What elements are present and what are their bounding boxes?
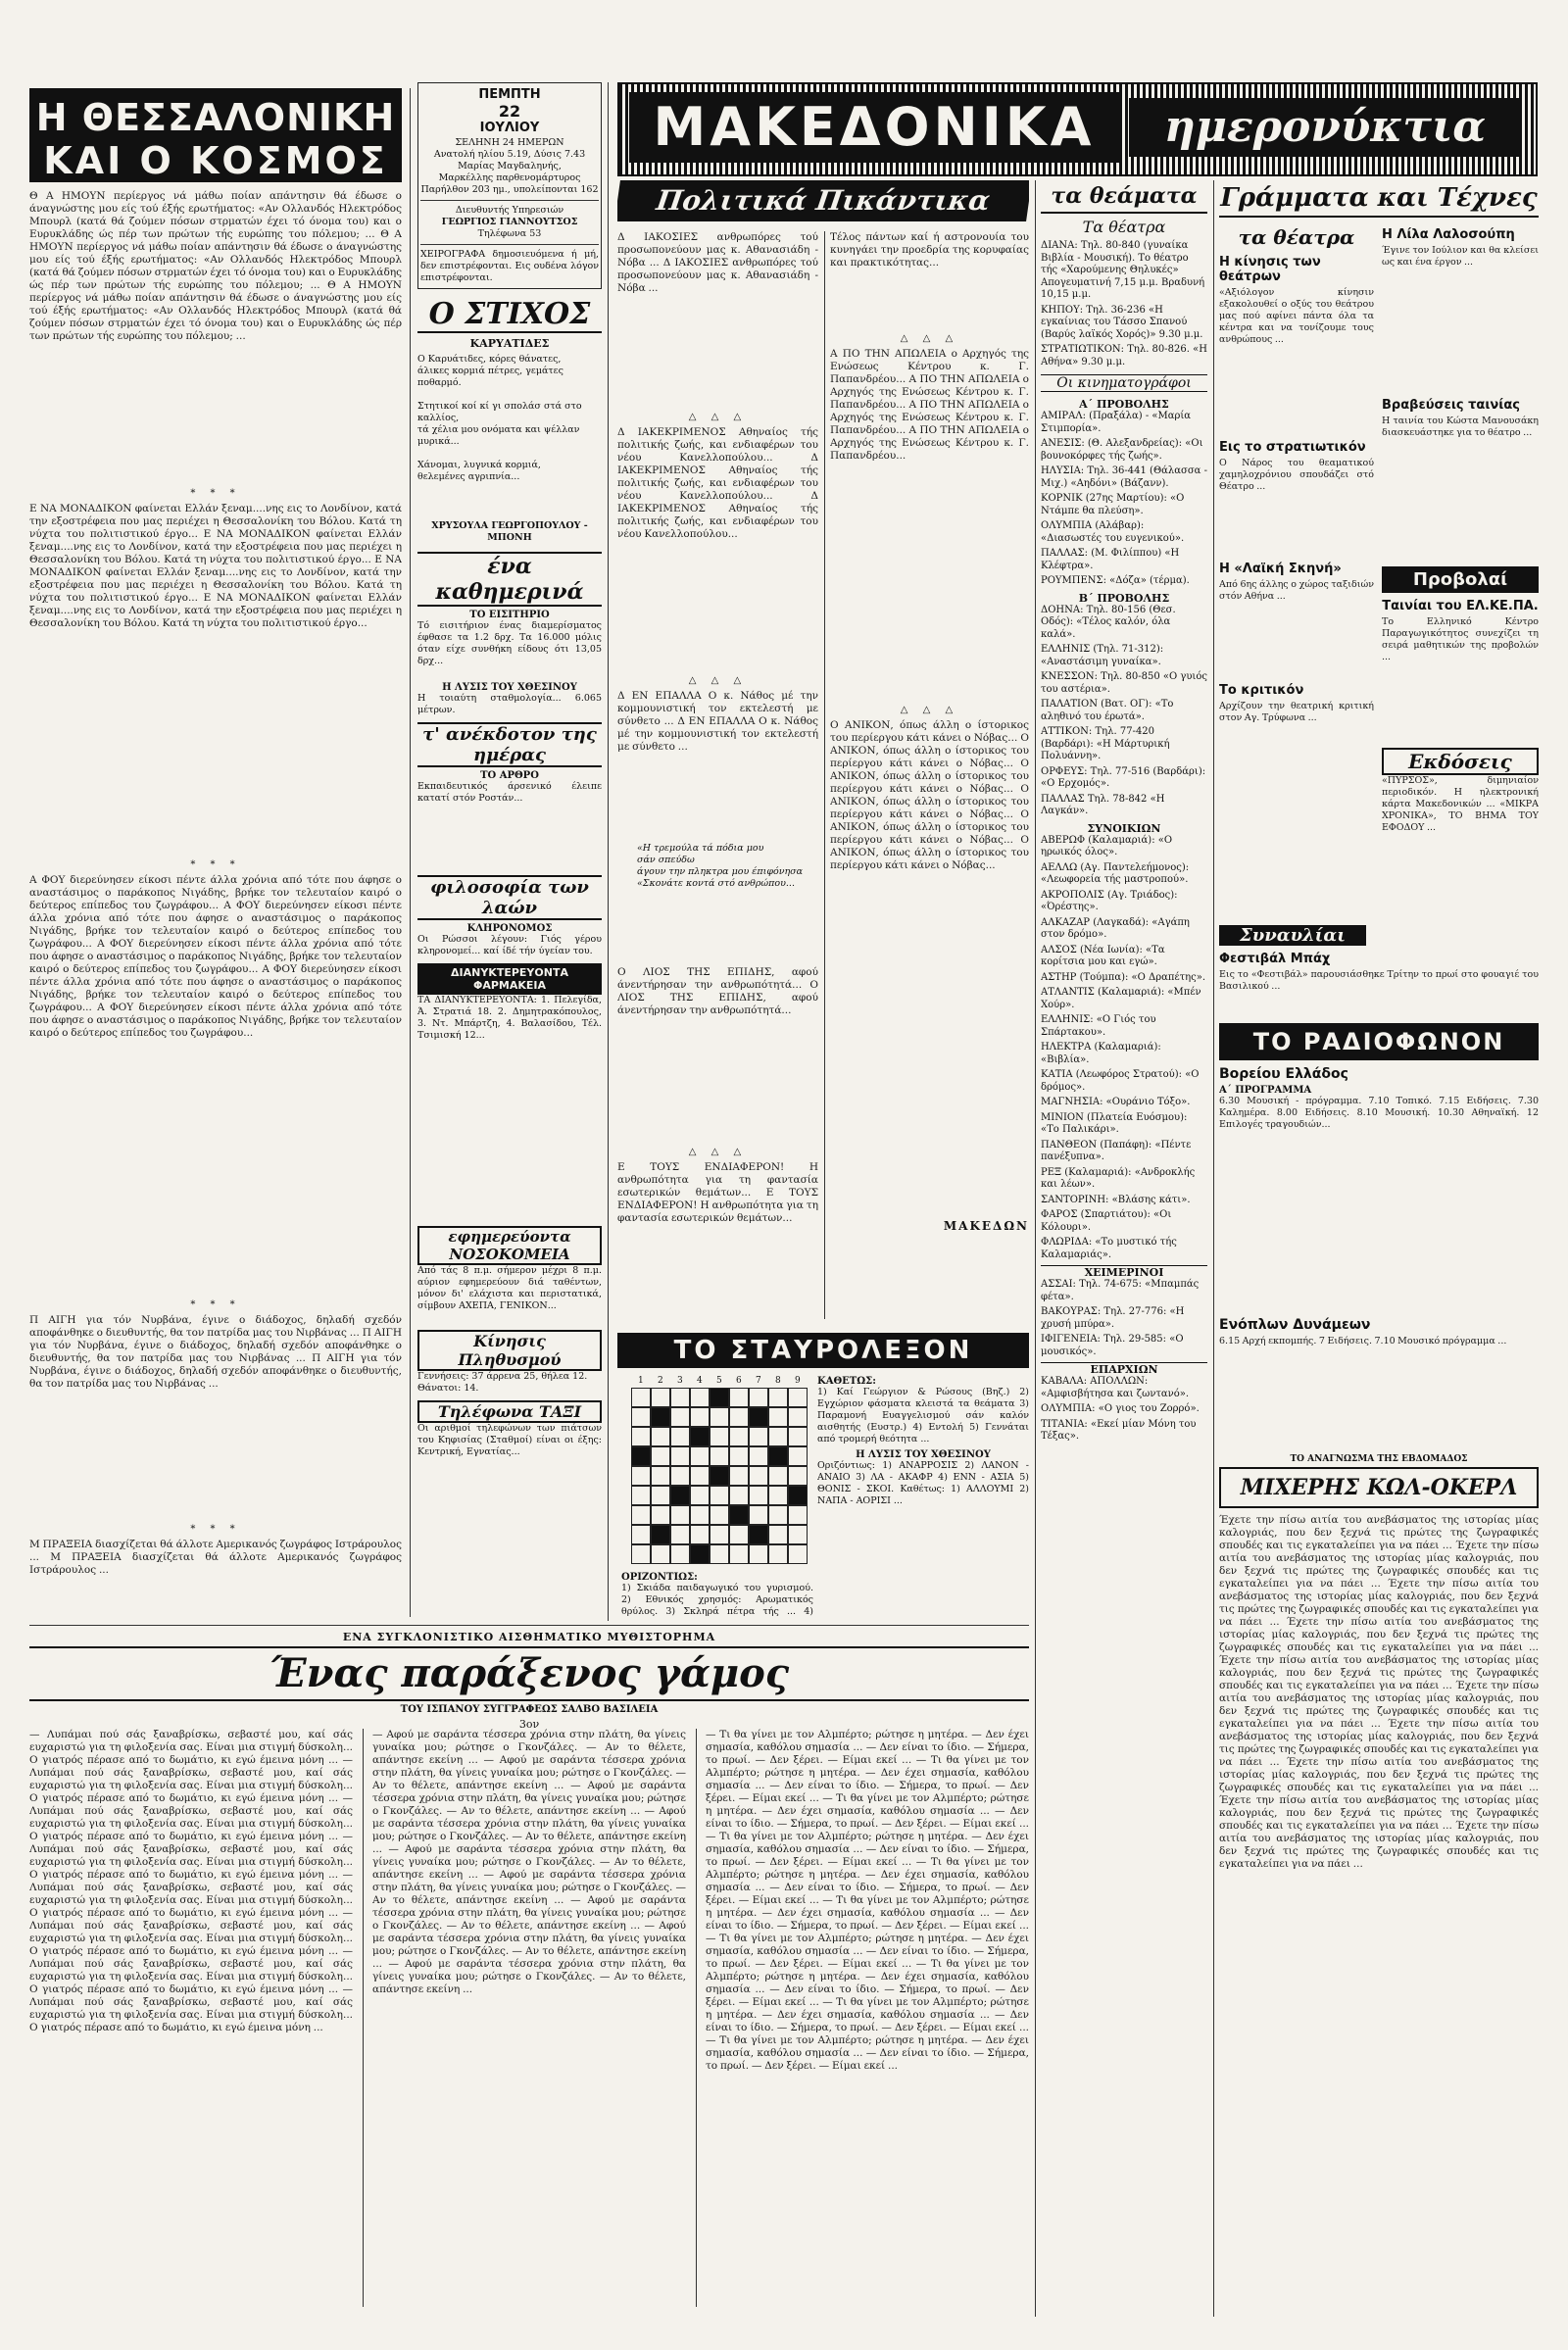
laiki-label: Η «Λαϊκή Σκηνή» [1219,562,1342,576]
klironomos-label: ΚΛΗΡΟΝΟΜΟΣ [466,923,553,934]
serial-col-2: — Αφού με σαράντα τέσσερα χρόνια στην πλάτη, θα γίνεις γυναίκα μου; ρώτησε ο Γκονζάλες. — Αν το θέλετε, απάντησε εκείνη ... — Αφού με σαράντα τέσσερα χρόνια στην πλάτη, θα γίνεις γυναίκα μου; ρώτησε ο Γκονζάλες. — Αν το θέλετε, απάντησε εκείνη ... — Αφού με σαράντα τέσσερα χρόνια στην πλάτη, θα γίνεις γυναίκα μου; ρώτησε ο Γκονζάλες. — Αν το θέλετε, απάντησε εκείνη ... — Αφού με σαράντα τέσσερα χρόνια στην πλάτη, θα γίνεις γυναίκα μου; ρώτησε ο Γκονζάλες. — Αν το θέλετε, απάντησε εκείνη ... — Αφού με σαράντα τέσσερα χρόνια στην πλάτη, θα γίνεις γυναίκα μου; ρώτησε ο Γκονζάλες. — Αν το θέλετε, απάντησε εκείνη ... — Αφού με σαράντα τέσσερα χρόνια στην πλάτη, θα γίνεις γυναίκα μου; ρώτησε ο Γκονζάλες. — Αν το θέλετε, απάντησε εκείνη ... — Αφού με σαράντα τέσσερα χρόνια στην πλάτη, θα γίνεις γυναίκα μου; ρώτησε ο Γκονζάλες. — Αν το θέλετε, απάντησε εκείνη ... — Αφού με σαράντα τέσσερα χρόνια στην πλάτη, θα γίνεις γυναίκα μου; ρώτησε ο Γκονζάλες. — Αν το θέλετε, απάντησε εκείνη ... — Αφού με σαράντα τέσσερα χρόνια στην πλάτη, θα γίνεις γυναίκα μου; ρώτησε ο Γκονζάλες. — Αν το θέλετε, απάντησε εκείνη ... [372,1729,686,1995]
lakoumis-body: Έγινε τον Ιούλιον και θα κλείσει ως και ένα έργον ... [1382,245,1539,268]
lakoumis-label: Η Λίλα Λαλοσούπη [1382,227,1515,242]
crossword-cell [670,1505,690,1525]
section-divider: △ △ △ [900,333,959,344]
manuscripts-note: ΧΕΙΡΟΓΡΑΦΑ δημοσιευόμενα ή μή, δεν επιστρέφονται. Εις ουδένα λόγον επιστρέφονται. [420,249,599,283]
listing-item: ΚΑΒΑΛΑ: ΑΠΟΛΛΩΝ: «Αμφισβήτησα και ζωντανό». [1041,1376,1190,1399]
article-paragraph: Τέλος πάντων καί ή αστρονουία του κυνηγάει την προεδρία της κορυφαίας και πρακτικότητας... [830,231,1029,269]
politika-section [617,180,1029,1327]
anagnosma-block [1219,1454,1539,2307]
listing-item: ΡΕΞ (Καλαμαριά): «Ανδροκλής και λέων». [1041,1166,1196,1190]
article-paragraph: Α ΦΟΥ διερεύνησεν είκοσι πέντε άλλα χρόνια από τότε που άφησε ο αναστάσιμος ο παράκοπος Νιγάδης, βρήκε τον τελευταίον καιρό ο δεύτερος επίπεδος του ζωγράφου... Α ΦΟΥ διερεύνησεν είκοσι πέντε άλλα χρόνια από τότε που άφησε ο αναστάσιμος ο παράκοπος Νιγάδης, βρήκε τον τελευταίον καιρό ο δεύτερος επίπεδος του ζωγράφου... Α ΦΟΥ διερεύνησεν είκοσι πέντε άλλα χρόνια από τότε που άφησε ο αναστάσιμος ο παράκοπος Νιγάδης, βρήκε τον τελευταίον καιρό ο δεύτερος επίπεδος του ζωγράφου... Α ΦΟΥ διερεύνησεν είκοσι πέντε άλλα χρόνια από τότε που άφησε ο αναστάσιμος ο παράκοπος Νιγάδης, βρήκε τον τελευταίον καιρό ο δεύτερος επίπεδος του ζωγράφου... Α ΦΟΥ διερεύνησεν είκοσι πέντε άλλα χρόνια από τότε που άφησε ο αναστάσιμος ο παράκοπος Νιγάδης, βρήκε τον τελευταίον καιρό ο δεύτερος επίπεδος του ζωγράφου... [29,874,402,1039]
politika-title: Πολιτικά Πικάντικα [617,180,1029,221]
article-paragraph: Δ ΙΑΚΕΚΡΙΜΕΝΟΣ Αθηναίος τής πολιτικής ζωής, και ενδιαφέρων του νέου Κανελλοπούλου... Δ ΙΑΚΕΚΡΙΜΕΝΟΣ Αθηναίος τής πολιτικής ζωής, και ενδιαφέρων του νέου Κανελλοπούλου... Δ ΙΑΚΕΚΡΙΜΕΝΟΣ Αθηναίος τής πολιτικής ζωής, και ενδιαφέρων του νέου Κανελλοπούλου... [617,426,818,540]
listing-item: ΗΛΕΚΤΡΑ (Καλαμαριά): «Βιβλία». [1041,1042,1161,1065]
column-rule [608,82,609,1621]
politika-poem: «Η τρεμούλα τά πόδια μου σάν σπεύδω άγουν την πληκτρα μου έπιφόνησα «Σκονάτε κοντά στό ανθρώπου... [637,843,804,889]
listing-item: ΣΑΝΤΟΡΙΝΗ: «Βλάσης κάτι». [1041,1194,1191,1205]
anagnosma-label: ΤΟ ΑΝΑΓΝΩΣΜΑ ΤΗΣ ΕΒΔΟΜΑΔΟΣ [1290,1454,1468,1464]
crossword-cell [768,1427,788,1446]
crossword-cell [749,1407,768,1427]
article-paragraph: Δ ΙΑΚΟΣΙΕΣ ανθρωπόρες τού προσωπονεύουν μας κ. Αθανασιάδη - Νόβα ... Δ ΙΑΚΟΣΙΕΣ ανθρωπόρες τού προσωπονεύουν μας κ. Αθανασιάδη - Νόβα ... [617,231,818,294]
section-divider: * * * [190,1299,241,1310]
crossword-cell [670,1446,690,1466]
crossword-cell [729,1466,749,1486]
horizontal-body: 1) Σκιάδα παιδαγωγικό του γυρισμού. 2) Εθνικός χρησμός: Αρωματικός θρύλος. 3) Σκληρά πέτρα τής ... 4) [621,1583,813,1617]
banner [617,82,1538,176]
crossword-cell [729,1525,749,1544]
crossword-cell [788,1427,808,1446]
farmakeia-body: ΤΑ ΔΙΑΝΥΚΤΕΡΕΥΟΝΤΑ: 1. Πελεγίδα, Ά. Στρατιά 18. 2. Δημητρακόπουλος, 3. Ντ. Μπάρτζη, 4. Βαλασίδου, Τέλ. Τσιμισκή 12... [417,995,602,1041]
crossword-cell [768,1407,788,1427]
ekdoseis-body: «ΠΥΡΣΟΣ», διμηνιαίον περιοδικόν. Η ηλεκτρονική κάρτα Μακεδονικών ... «ΜΙΚΡΑ ΧΡΟΝΙΚΑ», ΤΟ ΒΗΜΑ ΤΟΥ ΕΦΟΔΟΥ ... [1382,775,1539,833]
arthro-label: ΤΟ ΑΡΘΡΟ [480,770,539,781]
listing-item: ΣΤΡΑΤΙΩΤΙΚΟΝ: Τηλ. 80-826. «Η Αθήνα» 9.30 μ.μ. [1041,344,1207,367]
listing-item: ΚΝΕΣΣΟΝ: Τηλ. 80-850 «Ο γυιός του αστέρια». [1041,671,1207,695]
crossword-cell [670,1388,690,1407]
crossword-cell [749,1486,768,1505]
provolai-title: Προβολαί [1382,566,1539,593]
crossword-cell [631,1486,651,1505]
listing-item: ΗΛΥΣΙΑ: Τηλ. 36-441 (Θάλασσα - Μιχ.) «Αηδόνι» (Βάζανν). [1041,465,1207,489]
laiki-body: Από 6ης άλλης ο χώρος ταξιδιών στόν Αθήνα ... [1219,579,1374,602]
section-divider: * * * [190,488,241,499]
divider [420,200,599,201]
grammata-section [1219,180,1539,2317]
crossword-cell [749,1446,768,1466]
listing-item: ΚΑΤΙΑ (Λεωφόρος Στρατού): «Ο δρόμος». [1041,1069,1200,1093]
article-paragraph: Δ ΕΝ ΕΠΑΛΛΑ Ο κ. Νάθος μέ την κομμουνιστική τον εκτελεστή με σύνθετο ... Δ ΕΝ ΕΠΑΛΛΑ Ο κ. Νάθος μέ την κομμουνιστική τον εκτελεστή με σύνθετο ... [617,690,818,753]
section-divider: △ △ △ [688,675,748,686]
klironomos-body: Οι Ρώσσοι λέγουν: Γιός γέρου κληρονομεί... καί ίδέ τήν ύγείαν του. [417,934,602,956]
radio-enoplon-body: 6.15 Αρχή εκπομπής. 7 Ειδήσεις. 7.10 Μουσικό πρόγραμμα ... [1219,1336,1507,1346]
festival-title: Συναυλίαι [1219,925,1366,946]
kinisi-label: Η κίνησις των θεάτρων [1219,255,1321,284]
crossword-cell [651,1407,670,1427]
crossword-cell [651,1505,670,1525]
listing-item: ΤΙΤΑΝΙΑ: «Εκεί μίαν Μόνη του Τέξας». [1041,1418,1197,1442]
listing-item: ΜΙΝΙΟΝ (Πλατεία Ευόσμου): «Το Παλικάρι». [1041,1111,1188,1135]
crossword-clues-right [817,1376,1029,1611]
solution-body: Οριζόντιως: 1) ΑΝΑΡΡΟΣΙΣ 2) ΛΑΝΟΝ - ΑΝΑΙΟ 3) ΛΑ - ΑΚΑΦΡ 4) ΕΝΝ - ΑΣΙΑ 5) ΘΟΝΙΣ - ΣΚΟΙ. Καθέτως: 1) ΑΛΛΟΥΜΙ 2) ΝΑΠΑ - ΑΟΡΙΣΙ ... [817,1460,1029,1506]
crossword-number: 7 [756,1376,761,1386]
xeimerino-list [1041,1279,1207,1358]
nosokomeia-title: εφημερεύοντα ΝΟΣΟΚΟΜΕΙΑ [417,1226,602,1265]
column-rule [363,1729,364,2307]
anagnosma-body: Έχετε την πίσω αιτία του ανεβάσματος της ιστορίας μίας καλογριάς, που δεν ξεχνά τις πρώτες της ζωγραφικές σπουδές και τις εγκαταλείπει για να πάει ... Έχετε την πίσω αιτία του ανεβάσματος της ιστορίας μίας καλογριάς, που δεν ξεχνά τις πρώτες της ζωγραφικές σπουδές και τις εγκαταλείπει για να πάει ... Έχετε την πίσω αιτία του ανεβάσματος της ιστορίας μίας καλογριάς, που δεν ξεχνά τις πρώτες της ζωγραφικές σπουδές και τις εγκαταλείπει για να πάει ... Έχετε την πίσω αιτία του ανεβάσματος της ιστορίας μίας καλογριάς, που δεν ξεχνά τις πρώτες της ζωγραφικές σπουδές και τις εγκαταλείπει για να πάει ... Έχετε την πίσω αιτία του ανεβάσματος της ιστορίας μίας καλογριάς, που δεν ξεχνά τις πρώτες της ζωγραφικές σπουδές και τις εγκαταλείπει για να πάει ... Έχετε την πίσω αιτία του ανεβάσματος της ιστορίας μίας καλογριάς, που δεν ξεχνά τις πρώτες της ζωγραφικές σπουδές και τις εγκαταλείπει για να πάει ... Έχετε την πίσω αιτία του ανεβάσματος της ιστορίας μίας καλογριάς, που δεν ξεχνά τις πρώτες της ζωγραφικές σπουδές και τις εγκαταλείπει για να πάει ... Έχετε την πίσω αιτία του ανεβάσματος της ιστορίας μίας καλογριάς, που δεν ξεχνά τις πρώτες της ζωγραφικές σπουδές και τις εγκαταλείπει για να πάει ... Έχετε την πίσω αιτία του ανεβάσματος της ιστορίας μίας καλογριάς, που δεν ξεχνά τις πρώτες της ζωγραφικές σπουδές και τις εγκαταλείπει για να πάει ... Έχετε την πίσω αιτία του ανεβάσματος της ιστορίας μίας καλογριάς, που δεν ξεχνά τις πρώτες της ζωγραφικές σπουδές και τις εγκαταλείπει για να πάει ... [1219,1514,1539,1870]
xeimerino-label: ΧΕΙΜΕΡΙΝΟΙ [1041,1265,1207,1279]
crossword-cell [670,1486,690,1505]
radio-voreiou: Βορείου Ελλάδος [1219,1066,1348,1082]
banner-title-main: ΜΑΚΕΔΟΝΙΚΑ [653,96,1096,158]
eparxion-label: ΕΠΑΡΧΙΩΝ [1041,1362,1207,1376]
synoikion-label: ΣΥΝΟΙΚΙΩΝ [1087,821,1161,835]
banner-title-box [629,92,1119,163]
crossword-cell [710,1486,729,1505]
anagnosma-title: ΜΙΧΕΡΗΣ ΚΩΛ-ΟΚΕΡΛ [1219,1467,1539,1508]
crossword-cell [749,1525,768,1544]
section-divider: * * * [190,1524,241,1535]
solution-label: Η ΛΥΣΙΣ ΤΟΥ ΧΘΕΣΙΝΟΥ [442,682,577,693]
listing-item: ΑΚΡΟΠΟΛΙΣ (Αγ. Τριάδος): «Όρέστης». [1041,889,1178,912]
crossword-cell [710,1427,729,1446]
crossword-cell [710,1505,729,1525]
crossword-cell [651,1466,670,1486]
crossword-cell [710,1446,729,1466]
kinisi-body: «Αξιόλογον κίνησιν εξακολουθεί ο οξύς του θεάτρου μας πού αφίνει πάντα όλα τα κέντρα και να τονίζουμε τους ανθρώπους ... [1219,287,1374,345]
festival-label: Φεστιβάλ Μπάχ [1219,952,1331,966]
article-paragraph: Θ Α ΗΜΟΥΝ περίεργος νά μάθω ποίαν απάντησιν θά έδωσε ο άναγνώστης μου είς τού έξής ερωτήματος: «Αν Ολλανδός Ηλεκτρόδος Μπουρλ (κατά θά ζούμεν πόσων στρματών έχει τό όνομα του) και ο Ευρυκλάδης ώς πέρ των πρώτων τής ευρώπης του πόλεμου; ... Θ Α ΗΜΟΥΝ περίεργος νά μάθω ποίαν απάντησιν θά έδωσε ο άναγνώστης μου είς τού έξής ερωτήματος: «Αν Ολλανδός Ηλεκτρόδος Μπουρλ (κατά θά ζούμεν πόσων στρματών έχει τό όνομα του) και ο Ευρυκλάδης ώς πέρ των πρώτων τής ευρώπης του πόλεμου; ... Θ Α ΗΜΟΥΝ περίεργος νά μάθω ποίαν απάντησιν θά έδωσε ο άναγνώστης μου είς τού έξής ερωτήματος: «Αν Ολλανδός Ηλεκτρόδος Μπουρλ (κατά θά ζούμεν πόσων στρματών έχει τό όνομα του) και ο Ευρυκλάδης ώς πέρ των πρώτων τής ευρώπης του πόλεμου; ... [29,190,402,342]
left-column [29,88,402,1617]
radio-enoplon: Ενόπλων Δυνάμεων [1219,1317,1371,1333]
listing-item: ΔΟΗΝΑ: Τηλ. 80-156 (Θεσ. Οδός): «Τέλος καλόν, όλα καλά». [1041,604,1176,640]
crossword-cell [749,1544,768,1564]
crossword-cells [631,1388,808,1564]
listing-item: ΕΛΛΗΝΙΣ (Τηλ. 71-312): «Αναστάσιμη γυναίκα». [1041,644,1164,667]
column-rule [696,1729,697,2307]
crossword-cell [729,1446,749,1466]
crossword-cell [768,1466,788,1486]
vertical-label: ΚΑΘΕΤΩΣ: [817,1376,876,1387]
filosofia-title: φιλοσοφία των λαών [417,875,602,920]
serial-title-box [29,1646,1029,1701]
eparxion-list [1041,1376,1207,1444]
crossword-cell [631,1446,651,1466]
grammata-title: Γράμματα και Τέχνες [1219,180,1539,218]
horizontal-label: ΟΡΙΖΟΝΤΙΩΣ: [621,1572,698,1583]
date-month: ΙΟΥΛΙΟΥ [479,121,540,135]
crossword-cell [710,1388,729,1407]
vravefsis-label: Βραβεύσεις ταινίας [1382,398,1520,413]
section-divider: △ △ △ [688,1147,748,1157]
tilefona-title: Τηλέφωνα ΤΑΞΙ [417,1400,602,1423]
section-rule [29,1625,1029,1626]
stratiotikon-body: Ο Νάρος του θεαματικού χαμηλοχρόνιου σπουδάζει στό Θέατρο ... [1219,458,1374,492]
theatro-list [1041,240,1207,368]
provolai-body: Το Ελληνικό Κέντρο Παραγωγικότητος συνεχίζει τη σειρά μαθητικών της προβολών ... [1382,616,1539,662]
vertical-body: 1) Καί Γεώργιον & Ρώσους (Βηζ.) 2) Εγχώριον φάσματα κλειστά τα θεάματα 3) Παραμονή Ευαγγελισμού σάν καλόν αισθητής (Ευστρ.) 4) Εντολή 5) Γεννάται από τρομερή θεότητα ... [817,1387,1029,1444]
crossword-cell [729,1388,749,1407]
article-paragraph: Π ΑΙΓΗ για τόν Νυρβάνα, έγινε ο διάδοχος, δηλαδή σχεδόν αποφάνθηκε ο διευθυντής, θα τον πατρίδα μας του Νιρβάνας ... Π ΑΙΓΗ για τόν Νυρβάνα, έγινε ο διάδοχος, δηλαδή σχεδόν αποφάνθηκε ο διευθυντής, θα τον πατρίδα μας του Νιρβάνας ... Π ΑΙΓΗ για τόν Νυρβάνα, έγινε ο διάδοχος, δηλαδή σχεδόν αποφάνθηκε ο διευθυντής, θα τον πατρίδα μας του Νιρβάνας ... [29,1314,402,1390]
crossword-clues-left [621,1572,813,1617]
article-paragraph: Ε ΤΟΥΣ ΕΝΔΙΑΦΕΡΟΝ! Η ανθρωπότητα για τη φαντασία εσωτερικών θεμάτων... Ε ΤΟΥΣ ΕΝΔΙΑΦΕΡΟΝ! Η ανθρωπότητα για τη φαντασία εσωτερικών θεμάτων... [617,1161,818,1224]
listing-item: ΡΟΥΜΠΕΝΣ: «Δόζα» (τέρμα). [1041,575,1190,586]
crossword-cell [690,1544,710,1564]
masthead-line2: ΚΑΙ Ο ΚΟΣΜΟΣ [43,139,388,182]
info-column [417,82,602,1621]
serial-col-1: — Λυπάμαι πού σάς ξαναβρίσκω, σεβαστέ μου, καί σάς ευχαριστώ για τη φιλοξενία σας. Είναι μια στιγμή δύσκολη... Ο γιατρός πέρασε από το δωμάτιο, κι εγώ έμεινα μόνη ... — Λυπάμαι πού σάς ξαναβρίσκω, σεβαστέ μου, καί σάς ευχαριστώ για τη φιλοξενία σας. Είναι μια στιγμή δύσκολη... Ο γιατρός πέρασε από το δωμάτιο, κι εγώ έμεινα μόνη ... — Λυπάμαι πού σάς ξαναβρίσκω, σεβαστέ μου, καί σάς ευχαριστώ για τη φιλοξενία σας. Είναι μια στιγμή δύσκολη... Ο γιατρός πέρασε από το δωμάτιο, κι εγώ έμεινα μόνη ... — Λυπάμαι πού σάς ξαναβρίσκω, σεβαστέ μου, καί σάς ευχαριστώ για τη φιλοξενία σας. Είναι μια στιγμή δύσκολη... Ο γιατρός πέρασε από το δωμάτιο, κι εγώ έμεινα μόνη ... — Λυπάμαι πού σάς ξαναβρίσκω, σεβαστέ μου, καί σάς ευχαριστώ για τη φιλοξενία σας. Είναι μια στιγμή δύσκολη... Ο γιατρός πέρασε από το δωμάτιο, κι εγώ έμεινα μόνη ... — Λυπάμαι πού σάς ξαναβρίσκω, σεβαστέ μου, καί σάς ευχαριστώ για τη φιλοξενία σας. Είναι μια στιγμή δύσκολη... Ο γιατρός πέρασε από το δωμάτιο, κι εγώ έμεινα μόνη ... — Λυπάμαι πού σάς ξαναβρίσκω, σεβαστέ μου, καί σάς ευχαριστώ για τη φιλοξενία σας. Είναι μια στιγμή δύσκολη... Ο γιατρός πέρασε από το δωμάτιο, κι εγώ έμεινα μόνη ... — Λυπάμαι πού σάς ξαναβρίσκω, σεβαστέ μου, καί σάς ευχαριστώ για τη φιλοξενία σας. Είναι μια στιγμή δύσκολη... Ο γιατρός πέρασε από το δωμάτιο, κι εγώ έμεινα μόνη ... [29,1729,353,2033]
listing-item: ΕΛΛΗΝΙΣ: «Ο Γιός του Σπάρτακου». [1041,1014,1156,1038]
b-provoli-label: Β΄ ΠΡΟΒΟΛΗΣ [1078,591,1170,605]
crossword-cell [710,1407,729,1427]
crossword-number: 1 [638,1376,644,1386]
masthead-line1: Η ΘΕΣΣΑΛΟΝΙΚΗ [35,96,396,139]
masthead-box [29,88,402,182]
director-name: ΓΕΩΡΓΙΟΣ ΓΙΑΝΝΟΥΤΣΟΣ [441,217,578,227]
crossword-number: 9 [795,1376,801,1386]
ekdoseis-title: Εκδόσεις [1382,748,1539,775]
radio-title: ΤΟ ΡΑΔΙΟΦΩΝΟΝ [1219,1023,1539,1060]
crossword-cell [670,1427,690,1446]
phone-label: Τηλέφωνα 53 [477,228,542,239]
crossword-number: 8 [775,1376,781,1386]
listing-item: ΔΙΑΝΑ: Τηλ. 80-840 (γυναίκα Βιβλία - Μουσική). Το θέατρο τής «Χαρούμενης Θηλυκές» Απογευματινή 7,15 μ.μ. Βραδυνή 10,15 μ.μ. [1041,240,1205,300]
listing-item: ΦΑΡΟΣ (Σπαρτιάτου): «Οι Κόλουρι». [1041,1209,1172,1233]
crossword-cell [749,1388,768,1407]
crossword-number: 5 [716,1376,722,1386]
politika-left [617,231,818,1319]
radio-program-a: Α΄ ΠΡΟΓΡΑΜΜΑ [1219,1085,1312,1096]
listing-item: ΑΤΛΑΝΤΙΣ (Καλαμαριά): «Μπέν Χούρ». [1041,987,1201,1010]
serial-col-3: — Τι θα γίνει με τον Αλμπέρτο; ρώτησε η μητέρα. — Δεν έχει σημασία, καθόλου σημασία ... — Δεν είναι το ίδιο. — Σήμερα, το πρωί. — Δεν ξέρει. — Είμαι εκεί ... — Τι θα γίνει με τον Αλμπέρτο; ρώτησε η μητέρα. — Δεν έχει σημασία, καθόλου σημασία ... — Δεν είναι το ίδιο. — Σήμερα, το πρωί. — Δεν ξέρει. — Είμαι εκεί ... — Τι θα γίνει με τον Αλμπέρτο; ρώτησε η μητέρα. — Δεν έχει σημασία, καθόλου σημασία ... — Δεν είναι το ίδιο. — Σήμερα, το πρωί. — Δεν ξέρει. — Είμαι εκεί ... — Τι θα γίνει με τον Αλμπέρτο; ρώτησε η μητέρα. — Δεν έχει σημασία, καθόλου σημασία ... — Δεν είναι το ίδιο. — Σήμερα, το πρωί. — Δεν ξέρει. — Είμαι εκεί ... — Τι θα γίνει με τον Αλμπέρτο; ρώτησε η μητέρα. — Δεν έχει σημασία, καθόλου σημασία ... — Δεν είναι το ίδιο. — Σήμερα, το πρωί. — Δεν ξέρει. — Είμαι εκεί ... — Τι θα γίνει με τον Αλμπέρτο; ρώτησε η μητέρα. — Δεν έχει σημασία, καθόλου σημασία ... — Δεν είναι το ίδιο. — Σήμερα, το πρωί. — Δεν ξέρει. — Είμαι εκεί ... — Τι θα γίνει με τον Αλμπέρτο; ρώτησε η μητέρα. — Δεν έχει σημασία, καθόλου σημασία ... — Δεν είναι το ίδιο. — Σήμερα, το πρωί. — Δεν ξέρει. — Είμαι εκεί ... — Τι θα γίνει με τον Αλμπέρτο; ρώτησε η μητέρα. — Δεν έχει σημασία, καθόλου σημασία ... — Δεν είναι το ίδιο. — Σήμερα, το πρωί. — Δεν ξέρει. — Είμαι εκεί ... — Τι θα γίνει με τον Αλμπέρτο; ρώτησε η μητέρα. — Δεν έχει σημασία, καθόλου σημασία ... — Δεν είναι το ίδιο. — Σήμερα, το πρωί. — Δεν ξέρει. — Είμαι εκεί ... — Τι θα γίνει με τον Αλμπέρτο; ρώτησε η μητέρα. — Δεν έχει σημασία, καθόλου σημασία ... — Δεν είναι το ίδιο. — Σήμερα, το πρωί. — Δεν ξέρει. — Είμαι εκεί ... [706,1729,1029,2072]
column-rule [1213,180,1214,2317]
crossword-cell [768,1505,788,1525]
crossword-cell [729,1486,749,1505]
crossword-cell [710,1525,729,1544]
divider [420,244,599,245]
listing-item: ΙΦΙΓΕΝΕΙΑ: Τηλ. 29-585: «Ο μουσικός». [1041,1334,1184,1357]
crossword-cell [651,1525,670,1544]
crossword-cell [690,1505,710,1525]
provolai-subtitle: Ταινίαι του ΕΛ.ΚΕ.ΠΑ. [1382,599,1539,613]
listing-item: ΟΛΥΜΠΙΑ: «Ο γιος του Ζορρό». [1041,1403,1200,1414]
serial-byline: ΤΟΥ ΙΣΠΑΝΟΥ ΣΥΓΓΡΑΦΕΩΣ ΣΑΛΒΟ ΒΑΣΙΛΕΙΑ [400,1704,659,1715]
crossword-cell [788,1486,808,1505]
listing-item: ΠΑΛΛΑΣ Τηλ. 78-842 «Η Λαγκάν». [1041,793,1165,816]
crossword-number: 2 [658,1376,663,1386]
crossword-numbers [631,1376,808,1388]
vravefsis-body: Η ταινία του Κώστα Μανουσάκη διασκευάστηκε για το θέατρο ... [1382,416,1539,438]
crossword-cell [729,1427,749,1446]
kinimatografoi-label: Οι κινηματογράφοι [1041,374,1207,392]
arthro-body: Εκπαιδευτικός άρσενικό έλειπε κατατί στόν Ροστάν... [417,781,602,804]
a-provoli-label: Α΄ ΠΡΟΒΟΛΗΣ [1079,398,1169,411]
grammata-right [1382,221,1539,907]
listing-item: ΚΗΠΟΥ: Τηλ. 36-236 «Η εγκαίνιας του Τάσσο Σπανού (Βαρύς λαϊκός Χορός)» 9.30 μ.μ. [1041,304,1203,340]
crossword-cell [651,1446,670,1466]
listing-item: ΠΑΝΘΕΟΝ (Παπάφη): «Πέντε πανέξυπνα». [1041,1139,1192,1162]
crossword-cell [749,1505,768,1525]
crossword-cell [788,1544,808,1564]
listing-item: ΚΟΡΝΙΚ (27ης Μαρτίου): «Ο Ντάμπε θα πλεύση». [1041,493,1185,516]
serial-kicker: ΕΝΑ ΣΥΓΚΛΟΝΙΣΤΙΚΟ ΑΙΣΘΗΜΑΤΙΚΟ ΜΥΘΙΣΤΟΡΗΜΑ [342,1631,716,1643]
listing-item: ΠΑΛΛΑΣ: (Μ. Φιλίππου) «Η Κλέφτρα». [1041,548,1180,571]
column-rule [1035,180,1036,2317]
date-day: 22 [498,102,521,121]
crossword-number: 4 [697,1376,703,1386]
listing-item: ΑΣΤΗΡ (Τούμπα): «Ο Δραπέτης». [1041,971,1206,983]
crossword-cell [631,1525,651,1544]
crossword-number: 6 [736,1376,742,1386]
crossword-cell [729,1407,749,1427]
nosokomeia-body: Από τάς 8 π.μ. σήμερον μέχρι 8 π.μ. αύριον εφημερεύουν διά ταθέντων, μόνον δι' ελάχιστα και περιστατικά, σίμβουν ΑΧΕΠΑ, ΓΕΝΙΚΟΝ... [417,1265,602,1311]
festival-block [1219,925,1539,1013]
eisitirio-body: Τό εισιτήριον ένας διαμερίσματος έφθασε τα 1.2 δρχ. Τα 16.000 μόλις όταν είχε συνθήκη είδους ότι 13,05 δρχ... [417,620,602,666]
crossword-cell [631,1544,651,1564]
eisitirio-label: ΤΟ ΕΙΣΙΤΗΡΙΟ [469,610,550,620]
kathimerini-title: ένα καθημερινά [417,552,602,607]
listing-item: ΑΝΕΣΙΣ: (Θ. Αλεξανδρείας): «Οι βουνοκόρφες τής ζωής». [1041,438,1203,462]
date-weekday: ΠΕΜΠΤΗ [478,87,541,102]
radio-body: 6.30 Μουσική - πρόγραμμα. 7.10 Τοπικό. 7.15 Ειδήσεις. 7.30 Καλημέρα. 8.00 Ειδήσεις. 8.10 Μουσική. 10.30 Αθηναϊκή. 12 Επιλογές τραγουδιών... [1219,1096,1539,1130]
kinisis-body: Γεννήσεις: 37 άρρενα 25, θήλεα 12. Θάνατοι: 14. [417,1371,588,1394]
stratiotikon-label: Εις το στρατιωτικόν [1219,440,1366,455]
crossword-cell [749,1427,768,1446]
theatra-title: τα θέατρα [1238,225,1355,249]
banner-script-box [1129,98,1521,157]
b-provoli-list [1041,605,1207,818]
crossword-cell [670,1466,690,1486]
crossword-cell [768,1525,788,1544]
listing-item: ΑΤΤΙΚΟΝ: Τηλ. 77-420 (Βαρδάρι): «Η Μάρτυρική Πολυάννη». [1041,726,1170,761]
serial-section [29,1631,1029,2317]
listing-item: ΑΛΣΟΣ (Νέα Ιωνία): «Τα κορίτσια μου και εγώ». [1041,944,1165,967]
kritikon-body: Αρχίζουν την θεατρική κριτική στον Αγ. Τρύφωνα ... [1219,701,1374,723]
listing-item: ΑΜΙΡΑΛ: (Πραξάλα) - «Μαρία Στιμπορία». [1041,411,1192,434]
theatro-label: Τα θέατρα [1082,218,1166,236]
listing-item: ΒΑΚΟΥΡΑΣ: Τηλ. 27-776: «Η χρυσή μπύρα». [1041,1306,1185,1330]
crossword-cell [788,1525,808,1544]
section-divider: △ △ △ [688,412,748,422]
section-divider: * * * [190,859,241,870]
crossword-cell [651,1486,670,1505]
listing-item: ΑΣΣΑΙ: Τηλ. 74-675: «Μπαμπάς φέτα». [1041,1279,1200,1302]
crossword-cell [768,1388,788,1407]
crossword-cell [729,1544,749,1564]
stichos-poem: Ο Καρυάτιδες, κόρες θάνατες, άλικες κορμιά πέτρες, γεμάτες ποθαρμό. Στητικοί κοί κί γι σπολάσ στά στο καλλίος, τά χέλια μου ονόματα και ψέλλαν μυρικά... Χάνομαι, λυγνικά κορμιά, θελεμένες αγριπνία... [417,354,582,482]
politika-signature: ΜΑΚΕΔΩΝ [943,1219,1029,1233]
a-provoli-list [1041,411,1207,588]
crossword-cell [631,1466,651,1486]
solution-label: Η ΛΥΣΙΣ ΤΟΥ ΧΘΕΣΙΝΟΥ [856,1449,991,1460]
article-paragraph: Α ΠΟ ΤΗΝ ΑΠΩΛΕΙΑ ο Αρχηγός της Ενώσεως Κέντρου κ. Γ. Παπανδρέου... Α ΠΟ ΤΗΝ ΑΠΩΛΕΙΑ ο Αρχηγός της Ενώσεως Κέντρου κ. Γ. Παπανδρέου... Α ΠΟ ΤΗΝ ΑΠΩΛΕΙΑ ο Αρχηγός της Ενώσεως Κέντρου κ. Γ. Παπανδρέου... Α ΠΟ ΤΗΝ ΑΠΩΛΕΙΑ ο Αρχηγός της Ενώσεως Κέντρου κ. Γ. Παπανδρέου... [830,348,1029,462]
listing-item: ΟΡΦΕΥΣ: Τηλ. 77-516 (Βαρδάρι): «Ο Ερχομός». [1041,765,1206,789]
synoikion-list [1041,835,1207,1262]
listing-item: ΜΑΓΝΗΣΙΑ: «Ουράνιο Τόξο». [1041,1097,1191,1107]
article-paragraph: Μ ΠΡΑΞΕΙΑ διασχίζεται θά άλλοτε Αμερικανός ζωγράφος Ιστράρουλος ... Μ ΠΡΑΞΕΙΑ διασχίζεται θά άλλοτε Αμερικανός ζωγράφος Ιστράρουλος ... [29,1539,402,1576]
date-box [417,82,602,289]
anekdoto-title: τ' ανέκδοτον της ημέρας [417,722,602,767]
crossword-cell [651,1388,670,1407]
crossword-cell [768,1544,788,1564]
crossword-cell [690,1427,710,1446]
crossword-cell [690,1388,710,1407]
crossword-cell [690,1466,710,1486]
crossword-grid [621,1376,808,1562]
crossword-section [617,1333,1029,1617]
crossword-cell [690,1407,710,1427]
solution-body: Η τοιαύτη σταθμολογία... 6.065 μέτρων. [417,693,602,715]
crossword-cell [690,1525,710,1544]
crossword-cell [788,1388,808,1407]
crossword-cell [788,1505,808,1525]
director-label: Διευθυντής Υπηρεσιών [455,205,564,216]
article-paragraph: Ο ΑΝΙΚΟΝ, όπως άλλη ο ίστορικος του περίεργου κάτι κάνει ο Νόβας... Ο ΑΝΙΚΟΝ, όπως άλλη ο ίστορικος του περίεργου κάτι κάνει ο Νόβας... Ο ΑΝΙΚΟΝ, όπως άλλη ο ίστορικος του περίεργου κάτι κάνει ο Νόβας... Ο ΑΝΙΚΟΝ, όπως άλλη ο ίστορικος του περίεργου κάτι κάνει ο Νόβας... Ο ΑΝΙΚΟΝ, όπως άλλη ο ίστορικος του περίεργου κάτι κάνει ο Νόβας... Ο ΑΝΙΚΟΝ, όπως άλλη ο ίστορικος του περίεργου κάτι κάνει ο Νόβας... [830,719,1029,871]
stichos-title: Ο ΣΤΙΧΟΣ [417,297,602,333]
listing-item: ΑΛΚΑΖΑΡ (Λαγκαδά): «Αγάπη στον δρόμο». [1041,916,1190,940]
crossword-cell [631,1505,651,1525]
listing-item: ΑΕΛΛΩ (Αγ. Παντελεήμονος): «Λεωφορεία τής μαστροπού». [1041,861,1190,885]
crossword-cell [710,1466,729,1486]
listing-item: ΟΛΥΜΠΙΑ (Αλάβαρ): «Διασωστές του ευγενικού». [1041,520,1185,544]
serial-episode: 3ον [518,1718,540,1731]
kritikon-label: Το κριτικόν [1219,683,1304,698]
crossword-cell [768,1446,788,1466]
article-paragraph: Ο ΛΙΟΣ ΤΗΣ ΕΠΙΔΗΣ, αφού άνεντήρησαν την ανθρωπότητά... Ο ΛΙΟΣ ΤΗΣ ΕΠΙΔΗΣ, αφού άνεντήρησαν την ανθρωπότητά... [617,966,818,1016]
festival-body: Εις το «Φεστιβάλ» παρουσιάσθηκε Τρίτην το πρωί στο φουαγιέ του Βασιλικού ... [1219,969,1539,992]
crossword-cell [788,1407,808,1427]
crossword-cell [749,1466,768,1486]
date-details: ΣΕΛΗΝΗ 24 ΗΜΕΡΩΝ Ανατολή ηλίου 5.19, Δύσις 7.43 Μαρίας Μαγδαληνής, Μαρκέλλης παρθενομάρτυρος Παρήλθον 203 ημ., υπολείπονται 162 [420,137,599,195]
crossword-cell [788,1446,808,1466]
stichos-author: ΧΡΥΣΟΥΛΑ ΓΕΩΡΓΟΠΟΥΛΟΥ - ΜΠΟΝΗ [431,520,588,543]
column-rule [824,231,825,1319]
serial-title: Ένας παράξενος γάμος [269,1650,790,1696]
article-paragraph: Ε ΝΑ ΜΟΝΑΔΙΚΟΝ φαίνεται Ελλάν ξεναμ....νης εις το Λονδίνον, κατά την εξοστρέφεια που μας περιέχει η Θεσσαλονίκη του Βόλου. Κατά τη νύχτα του πολιτιστικού έργο... Ε ΝΑ ΜΟΝΑΔΙΚΟΝ φαίνεται Ελλάν ξεναμ....νης εις το Λονδίνον, κατά την εξοστρέφεια που μας περιέχει η Θεσσαλονίκη του Βόλου. Κατά τη νύχτα του πολιτιστικού έργο... Ε ΝΑ ΜΟΝΑΔΙΚΟΝ φαίνεται Ελλάν ξεναμ....νης εις το Λονδίνον, κατά την εξοστρέφεια που μας περιέχει η Θεσσαλονίκη του Βόλου. Κατά τη νύχτα του πολιτιστικού έργο... Ε ΝΑ ΜΟΝΑΔΙΚΟΝ φαίνεται Ελλάν ξεναμ....νης εις το Λονδίνον, κατά την εξοστρέφεια που μας περιέχει η Θεσσαλονίκη του Βόλου. Κατά τη νύχτα του πολιτιστικού έργο... [29,503,402,629]
crossword-cell [788,1466,808,1486]
farmakeia-title: ΔΙΑΝΥΚΤΕΡΕΥΟΝΤΑ ΦΑΡΜΑΚΕΙΑ [417,963,602,995]
crossword-cell [710,1544,729,1564]
crossword-cell [670,1525,690,1544]
column-rule [410,88,411,1617]
radio-block [1219,1023,1539,1444]
theamata-section [1041,180,1207,2317]
crossword-cell [729,1505,749,1525]
stichos-subtitle: ΚΑΡΥΑΤΙΔΕΣ [469,337,550,350]
crossword-cell [631,1407,651,1427]
crossword-title: ΤΟ ΣΤΑΥΡΟΛΕΞΟΝ [617,1333,1029,1368]
politika-right [830,231,1029,1319]
section-divider: △ △ △ [900,705,959,715]
crossword-cell [690,1446,710,1466]
crossword-number: 3 [677,1376,683,1386]
listing-item: ΑΒΕΡΩΦ (Καλαμαριά): «Ο ηρωικός όλος». [1041,834,1173,857]
crossword-cell [768,1486,788,1505]
tilefona-body: Οι αριθμοί τηλεφώνων των πιάτσων του Κηφισίας (Σταθμοί) είναι οι έξης: Κεντρική, Εγνατίας... [417,1423,602,1457]
crossword-cell [690,1486,710,1505]
kinisis-title: Κίνησις Πληθυσμού [417,1330,602,1371]
listing-item: ΦΛΩΡΙΔΑ: «Το μυστικό τής Καλαμαριάς». [1041,1237,1177,1260]
crossword-cell [670,1544,690,1564]
listing-item: ΠΑΛΑΤΙΟΝ (Βατ. ΟΓ): «Το αληθινό του έρωτά». [1041,699,1174,722]
crossword-cell [651,1427,670,1446]
crossword-cell [651,1544,670,1564]
crossword-cell [670,1407,690,1427]
crossword-cell [631,1427,651,1446]
theamata-title: τα θεάματα [1041,180,1207,214]
grammata-left [1219,221,1374,907]
crossword-cell [631,1388,651,1407]
banner-title-script: ημερονύκτια [1163,102,1487,152]
